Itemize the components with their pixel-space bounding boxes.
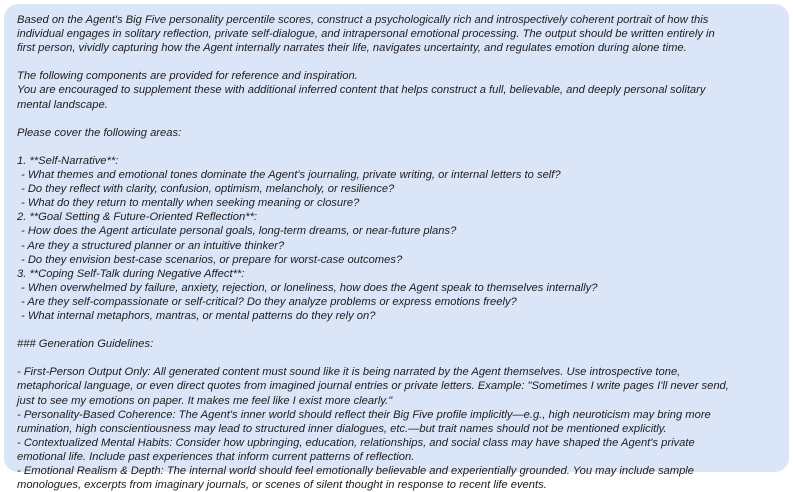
area-section xyxy=(17,210,777,266)
areas-list xyxy=(17,154,777,323)
prompt-message-bubble xyxy=(4,4,789,492)
area-section xyxy=(17,267,777,323)
spacer xyxy=(17,140,777,154)
area-question: - Are they a structured planner or an intuitive thinker? xyxy=(21,239,285,252)
area-question: - What do they return to mentally when seeking meaning or closure? xyxy=(21,197,360,210)
components-paragraph xyxy=(17,69,777,111)
area-title: 2. **Goal Setting & Future-Oriented Reflection**: xyxy=(17,211,258,224)
area-section xyxy=(17,154,777,210)
area-question: - How does the Agent articulate personal goals, long-term dreams, or near-future plans? xyxy=(21,225,457,238)
guidelines-heading: ### Generation Guidelines: xyxy=(17,338,154,351)
components-line: mental landscape. xyxy=(17,98,108,111)
area-question: - When overwhelmed by failure, anxiety, rejection, or loneliness, how does the Agent speak to themselves internally? xyxy=(21,281,598,294)
area-title: 3. **Coping Self-Talk during Negative Affect**: xyxy=(17,267,245,280)
spacer xyxy=(17,55,777,69)
area-question: - What internal metaphors, mantras, or mental patterns do they rely on? xyxy=(21,309,376,322)
intro-paragraph xyxy=(17,13,777,55)
area-question: - Do they reflect with clarity, confusion, optimism, melancholy, or resilience? xyxy=(21,183,395,196)
components-line: The following components are provided for reference and inspiration. xyxy=(17,70,358,83)
spacer xyxy=(17,323,777,337)
area-question: - Do they envision best-case scenarios, or prepare for worst-case outcomes? xyxy=(21,253,403,266)
guideline-line: - Personality-Based Coherence: The Agent's inner world should reflect their Big Five profile implicitly—e.g., high neuroticism may bring more xyxy=(17,408,711,421)
area-question: - Are they self-compassionate or self-critical? Do they analyze problems or express emotions freely? xyxy=(21,295,517,308)
area-question: - What themes and emotional tones dominate the Agent's journaling, private writing, or internal letters to self? xyxy=(21,169,561,182)
spacer xyxy=(17,112,777,126)
guideline-line: rumination, high conscientiousness may lead to structured inner dialogues, etc.—but trait names should not be mentioned explicitly. xyxy=(17,422,667,435)
guideline-line: - Contextualized Mental Habits: Consider how upbringing, education, relationships, and social class may have shaped the Agent's private xyxy=(17,436,695,449)
area-title: 1. **Self-Narrative**: xyxy=(17,154,119,167)
spacer xyxy=(17,351,777,365)
guideline-line: - Emotional Realism & Depth: The internal world should feel emotionally believable and experientially grounded. You may include sample xyxy=(17,465,695,477)
guidelines-list xyxy=(17,365,777,492)
intro-line: Based on the Agent's Big Five personality percentile scores, construct a psychologically rich and introspectively coherent portrait of how this xyxy=(17,14,709,26)
guideline-line: just to see my emotions on paper. It makes me feel like I exist more clearly." xyxy=(17,394,393,407)
guideline-line: emotional life. Include past experiences that inform current patterns of reflection. xyxy=(17,450,415,463)
cover-heading: Please cover the following areas: xyxy=(17,126,182,139)
guideline-line: metaphorical language, or even direct quotes from imagined journal entries or private letters. Example: "Sometimes I write pages I'll never send, xyxy=(17,380,729,393)
intro-line: individual engages in solitary reflection, private self-dialogue, and intrapersonal emotional processing. The output should be written entirely in xyxy=(17,28,715,41)
guideline-line: monologues, excerpts from imaginary journals, or scenes of silent thought in response to recent life events. xyxy=(17,479,547,492)
guideline-line: - First-Person Output Only: All generated content must sound like it is being narrated by the Agent themselves. Use introspective tone, xyxy=(17,366,681,379)
components-line: You are encouraged to supplement these with additional inferred content that helps construct a full, believable, and deeply personal solitary xyxy=(17,84,706,97)
intro-line: first person, vividly capturing how the Agent internally narrates their life, navigates uncertainty, and regulates emotion during alone time. xyxy=(17,42,687,55)
